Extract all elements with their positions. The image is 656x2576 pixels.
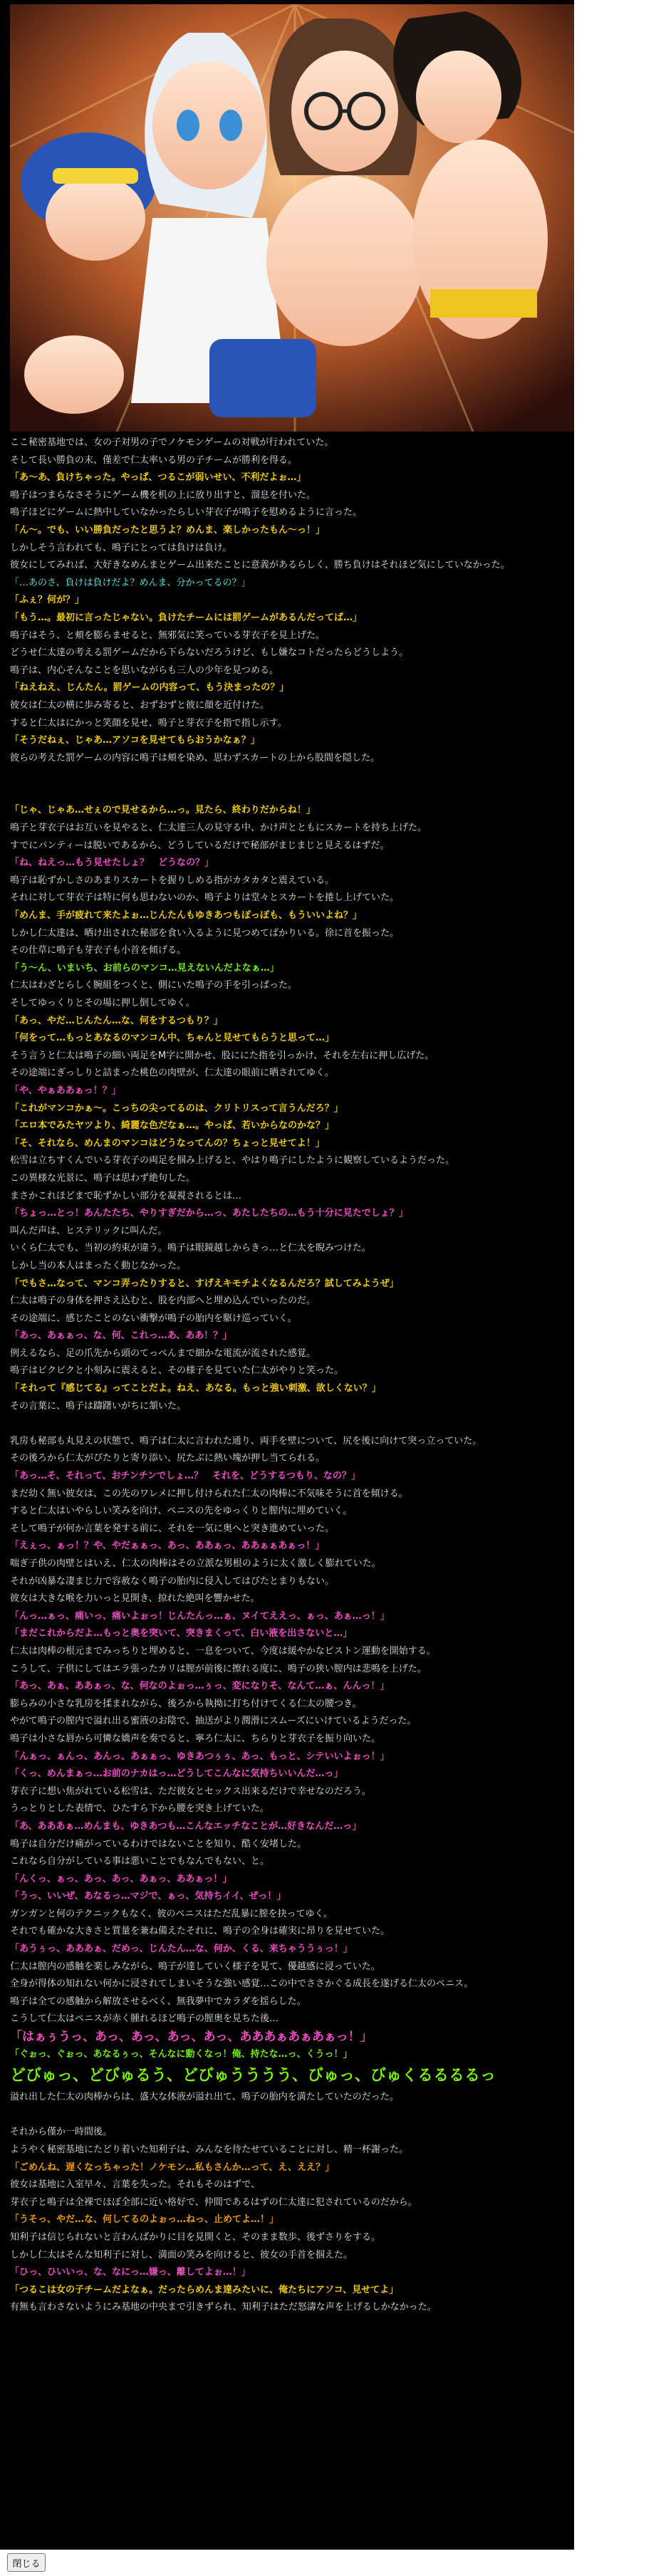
narration-line: しかし当の本人はまったく動じなかった。 [10,1260,187,1271]
illustration-artwork [10,4,574,432]
narration-line: 仁太はわざとらしく腕組をつくと、側にいた鳴子の手を引っぱった。 [10,980,298,991]
narration-line: 乳房も秘部も丸見えの状態で、鳴子は仁太に言われた通り、両手を壁について、尻を後に向けて突っ立っていた。 [10,1435,482,1446]
narration-line: 芽衣子に想い焦がれている松雪は、ただ彼女とセックス出来るだけで幸せなのだろう。 [10,1785,371,1797]
dialogue-line: 「うっ、いいぜ、あなるっ…マジで、ぁっ、気持ちイイ、ぜっ！」 [10,1891,286,1902]
narration-line: 松雪は立ちすくんでいる芽衣子の両足を掴み上げると、やはり鳴子にしたように観察しているようだった。 [10,1155,455,1167]
dialogue-line: 「んくっ、ぁっ、あっ、あっ、あぁっ、ああぁっ！」 [10,1873,232,1884]
dialogue-line: 「あ～あ、負けちゃった。やっぱ、つるこが弱いせい、不利だよぉ…」 [10,472,306,484]
narration-line: その後ろから仁太がぴたりと寄り添い、尻たぶに熱い塊が押し当てられる。 [10,1453,326,1464]
narration-line: こうして仁太はペニスが赤く腫れるほど鳴子の膣奥を見ちた後… [10,2013,279,2025]
dialogue-line: 「ふぇ？何が？」 [10,595,85,606]
dialogue-line: 「めんま、手が疲れて来たよぉ…じんたんもゆきあつもぽっぽも、もういいよね？」 [10,910,363,922]
story-text [10,434,573,2317]
dialogue-line: 「う～ん、いまいち、お前らのマンコ…見えないんだよなぁ…」 [10,962,279,974]
dialogue-line: 「つるこは女の子チームだよなぁ。だったらめんま達みたいに、俺たちにアソコ、見せてよ」 [10,2284,399,2295]
narration-line: その途端に、感じたことのない衝撃が鳴子の胎内を駆け巡っていく。 [10,1313,297,1324]
dialogue-line: 「はぁぅうっ、あっ、あっ、あっ、あっ、あああぁあぁあぁっ！」 [10,2030,373,2045]
blank-line [10,2107,573,2124]
narration-line: まだ幼く無い彼女は、この先のワレメに押し付けられた仁太の肉棒に不気味そうに首を傾ける。 [10,1488,408,1499]
narration-line: 彼女は基地に入室早々、言葉を失った。それもそのはずで、 [10,2179,261,2191]
narration-line: それでも確かな大きさと質量を兼ね備えたそれに、鳴子の全身は確実に昂りを見せていた。 [10,1926,390,1937]
narration-line: そしてゆっくりとその場に押し倒してゆく。 [10,998,195,1008]
dialogue-line: 「あっ…そ、それって、おチンチンでしょ…？ それを、どうするつもり、なの？」 [10,1471,360,1482]
narration-line: 鳴子と芽衣子はお互いを見やると、仁太達三人の見守る中、かけ声とともにスカートを持ち上げた。 [10,823,427,834]
dialogue-line: 「エロ本でみたヤツより、綺麗な色だなぁ…。やっぱ、若いからなのかな？」 [10,1120,335,1132]
narration-line: 知利子は信じられないと言わんばかりに目を見開くと、そのまま数歩、後ずさりをする。 [10,2231,381,2243]
dialogue-line: 「くっ、めんまぁっ…お前のナカはっ…どうしてこんなに気持ちいいんだ…っ」 [10,1768,343,1780]
dialogue-line: 「ね、ねえっ…もう見せたしょ？ どうなの？」 [10,857,214,869]
narration-line: うっとりとした表情で、ひたすら下から腰を突き上げていた。 [10,1803,269,1815]
narration-line: 芽衣子と鳴子は全裸でほぼ全部に近い格好で、仲間であるはずの仁太達に犯されているのだから。 [10,2196,417,2208]
dialogue-line: 「…あのさ、負けは負けだよ？めんま、分かってるの？」 [10,577,251,588]
dialogue-line: 「あっ、あぁぁっ、な、何、これっ…あ、ああ！？」 [10,1330,232,1342]
narration-line: 全身が得体の知れない何かに浸されてしまいそうな強い感覚…この中でささかぐる成長を遂げる仁太のペニス。 [10,1978,474,1990]
narration-line: その仕草に鳴子も芽衣子も小首を傾げる。 [10,945,187,956]
narration-line: 仁太は膣内の感触を楽しみながら、鳴子が達していく様子を見て、優越感に浸っていた。 [10,1961,380,1972]
narration-line: これなら自分がしている事は悪いことでもなんでもない、と。 [10,1856,270,1867]
narration-line: 例えるなら、足の爪先から頭のてっぺんまで細かな電流が流された感覚。 [10,1347,316,1359]
dialogue-line: 「それって『感じてる』ってことだよ。ねえ、あなる。もっと強い刺激、欲しくない？」 [10,1383,381,1394]
blank-line [10,785,573,803]
blank-line [10,767,573,785]
dialogue-line: 「あっ、あぁ、ああぁっ、な、何なのよぉっ…ぅっ、変になりそ、なんて…ぁ、んんっ！」 [10,1681,390,1692]
blank-line [10,1415,573,1433]
narration-line: それから僅か一時間後。 [10,2127,113,2138]
narration-line: 鳴子は、内心そんなことを思いながらも三人の少年を見つめる。 [10,664,279,676]
narration-line: 膨らみの小さな乳房を揉まれながら、後ろから執拗に打ち付けてくる仁太の腰つき。 [10,1698,362,1709]
narration-line: 彼女は仁太の横に歩み寄ると、おずおずと彼に顔を近付けた。 [10,699,270,711]
narration-line: すると仁太はにかっと笑顔を見せ、鳴子と芽衣子を指で指し示す。 [10,717,287,729]
narration-line: 鳴子はそう、と頬を膨らませると、無邪気に笑っている芽衣子を見上げた。 [10,630,326,641]
narration-line: しかし仁太達は、晒け出された秘部を食い入るように見つめてばかりいる。徐に首を振った。 [10,927,400,939]
scene-illustration [10,4,574,432]
dialogue-line: 「んぁっ、ぁんっ、あんっ、あぁぁっ、ゆきあつぅぅ、あっ、もっと、シテいいよぉっ！」 [10,1751,390,1762]
narration-line: 鳴子は小さな唇から可憐な嬌声を奏でると、寧ろ仁太に、ちらりと芽衣子を振り向いた。 [10,1733,381,1744]
narration-line: こうして、子供にしてはエラ張ったカリは膣が前後に擦れる度に、鳴子の狭い膣内は悲鳴を上げた。 [10,1663,427,1674]
dialogue-line: 「ん～。でも、いい勝負だったと思うよ？めんま、楽しかったもん～っ！」 [10,524,326,536]
narration-line: 彼らの考えた罰ゲームの内容に鳴子は頬を染め、思わずスカートの上から股間を隠した。 [10,752,380,763]
dialogue-line: 「ねえねえ、じんたん。罰ゲームの内容って、もう決まったの？」 [10,682,289,694]
close-button[interactable]: 閉じる [7,2553,46,2572]
dialogue-line: 「んっ…ぁっ、痛いっ、痛いよぉっ！じんたんっ…ぁ、ヌイてええっ、ぁっ、あぁ…っ！」 [10,1610,390,1622]
dialogue-line: 「ちょっ…とっ！あんたたち、やりすぎだから…っ、あたしたちの…もう十分に見たでしょ？」 [10,1208,408,1219]
narration-line: 仁太は肉棒の根元までみっちりと埋めると、一息をついて、今度は緩やかなピストン運動を開始する。 [10,1645,436,1657]
narration-line: 有無も言わさないようにみ基地の中央まで引きずられ、知利子はただ怒濤な声を上げるしかなかった。 [10,2302,437,2313]
dialogue-line: 「ひっ、ひいいっ、な、なにっ…嫌っ、離してよぉ…！」 [10,2267,251,2278]
narration-line: 鳴子は自分だけ痛がっているわけではないことを知り、酷く安堵した。 [10,1838,307,1850]
narration-line: 彼女は大きな喉を力いっと見開き、掠れた絶叫を響かせた。 [10,1593,260,1605]
narration-line: 仁太は鳴子の身体を押さえ込むと、股を内部へと埋め込んでいったのだ。 [10,1295,316,1307]
narration-line: 鳴子は恥ずかしさのあまりスカートを握りしめる指がカタカタと震えている。 [10,875,335,886]
narration-line: しかしそう言われても、鳴子にとっては負けは負け。 [10,542,232,553]
dialogue-line: 「でもさ…なって、マンコ弄ったりすると、すげえキモチよくなるんだろ？試してみようぜ」 [10,1278,399,1289]
dialogue-line: 「ぐぉっ、ぐぉっ、あなるぅっ、そんなに動くなっ！俺、持たな…っ、くうっ！」 [10,2048,353,2060]
dialogue-line: 「じゃ、じゃあ…せぇので見せるから…っ。見たら、終わりだからね！」 [10,805,316,816]
dialogue-line: 「えぇっ、ぁっ！？や、やだぁぁっ、あっ、ああぁっ、ああぁぁあぁっ！」 [10,1540,325,1552]
dialogue-line: 「そ、それなら、めんまのマンコはどうなってんの？ちょっと見せてよ！」 [10,1137,325,1149]
dialogue-line: 「あ、あああぁ…めんまも、ゆきあつも…こんなエッチなことが…好きなんだ…っ」 [10,1820,362,1832]
narration-line: その途端にぎっしりと詰まった桃色の肉壁が、仁太達の眼前に晒されてゆく。 [10,1068,334,1079]
narration-line: まさかこれほどまで恥ずかしい部分を凝視されるとは… [10,1190,242,1201]
narration-line: 鳴子ほどにゲームに熱中していなかったらしい芽衣子が鳴子を慰めるように言った。 [10,507,363,518]
dialogue-line: 「うそっ、やだ…な、何してるのよぉっ…ねっ、止めてよ…！」 [10,2214,279,2226]
narration-line: 溢れ出した仁太の肉棒からは、盛大な体液が溢れ出て、鳴子の胎内を満たしていたのだった。 [10,2092,399,2103]
dialogue-line: 「まだこれからだよ…もっと奥を突いて、突きまくって、白い液を出さないと…」 [10,1628,353,1639]
narration-line: ここ秘密基地では、女の子対男の子でノケモンゲームの対戦が行われていた。 [10,437,334,448]
dialogue-line: 「そうだねぇ、じゃあ…アソコを見せてもらおうかなぁ？」 [10,735,260,746]
narration-line: すると仁太はいやらしい笑みを向け、ペニスの先をゆっくりと膣内に埋めていく。 [10,1506,353,1517]
dialogue-line: どびゅっ、どびゅるう、どびゅうううう、びゅっ、びゅくるるるるっ [10,2067,496,2085]
narration-line: ようやく秘密基地にたどり着いた知利子は、みんなを待たせていることに対し、精一杯謝った。 [10,2144,409,2155]
narration-line: 鳴子は全ての感触から解放させるべく、無我夢中でカラダを揺らした。 [10,1996,306,2007]
narration-line: この異様な光景に、鳴子は思わず絶句した。 [10,1172,196,1184]
narration-line: それが凶暴な凄まじ力で容赦なく鳴子の胎内に侵入してはびたとまりもない。 [10,1575,335,1587]
narration-line: そう言うと仁太は鳴子の細い両足をM字に開かせ、股ににた指を引っかけ、それを左右に押し広げた。 [10,1050,434,1061]
dialogue-line: 「何をって…もっとあなるのマンコん中、ちゃんと見せてもらうと思って…」 [10,1033,335,1044]
narration-line: しかし仁太はそんな知利子に対し、満面の笑みを向けると、彼女の手首を掴えた。 [10,2249,353,2260]
dialogue-line: 「や、やぁああぁっ！？」 [10,1085,121,1096]
narration-line: 叫んだ声は、ヒステリックに叫んだ。 [10,1225,167,1236]
dialogue-line: 「ごめんね、遅くなっちゃった！ノケモン…私もさんか…って、え、ええ？」 [10,2162,335,2173]
narration-line: ガンガンと何のテクニックもなく、彼のペニスはただ乱暴に膣を抉ってゆく。 [10,1908,333,1919]
narration-line: どうせ仁太達の考える罰ゲームだから下らないだろうけど、もし嫌なコトだったらどうしよう。 [10,647,409,659]
narration-line: 喘ぎ子供の肉壁とはいえ、仁太の肉棒はその立派な男根のように太く激しく膨れていた。 [10,1558,381,1569]
narration-line: やがて鳴子の膣内で溢れ出る蜜液のお陰で、抽送がより潤滑にスムーズにいけているようだった。 [10,1716,417,1727]
narration-line: すでにパンティーは脱いであるから、どうしているだけで秘部がまじまじと見えるはずだ。 [10,840,390,851]
narration-line: 鳴子はつまらなさそうにゲーム機を机の上に放り出すと、溜息を付いた。 [10,489,316,501]
dialogue-line: 「これがマンコかぁ～。こっちの尖ってるのは、クリトリスって言うんだろ？」 [10,1102,343,1114]
narration-line: そして鳴子が何か言葉を発する前に、それを一気に奥へと突き進めていった。 [10,1523,335,1534]
dialogue-line: 「もう…。最初に言ったじゃない。負けたチームには罰ゲームがあるんだってば…」 [10,612,363,623]
dialogue-line: 「あうぅっ、あああぁ、だめっ、じんたん…な、何か、くる、来ちゃううぅっ！」 [10,1944,353,1955]
narration-line: そして長い勝負の末、僅差で仁太率いる男の子チームが勝利を得る。 [10,454,298,466]
narration-line: 彼女にしてみれば、大好きなめんまとゲーム出来たことに意義があるらしく、勝ち負けはそれほど気にしていなかった。 [10,560,510,571]
narration-line: その言葉に、鳴子は躊躇いがちに頷いた。 [10,1400,187,1412]
dialogue-line: 「あっ、やだ…じんたん…な、何をするつもり？」 [10,1015,223,1026]
narration-line: 鳴子はビクビクと小刻みに震えると、その様子を見ていた仁太がやりと笑った。 [10,1365,344,1377]
narration-line: それに対して芽衣子は特に何も思わないのか、鳴子よりは堂々とスカートを捲し上げていた。 [10,892,400,904]
narration-line: いくら仁太でも、当初の約束が違う。鳴子は眼鏡越しからきっ…と仁太を睨みつけた。 [10,1243,371,1254]
